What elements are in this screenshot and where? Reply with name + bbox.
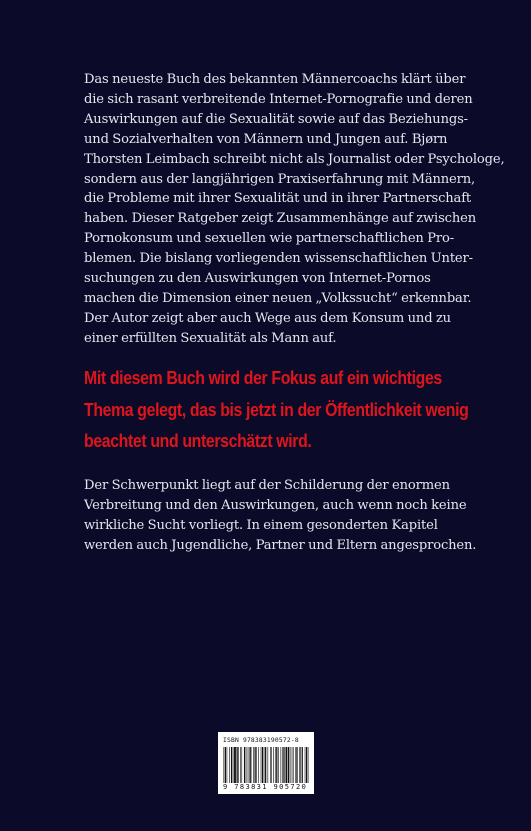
description-line: Thorsten Leimbach schreibt nicht als Journalist oder Psychologe, — [84, 151, 505, 167]
barcode-bar — [308, 747, 309, 783]
barcode-bar — [275, 747, 276, 783]
barcode-bar — [286, 747, 288, 783]
barcode-bar — [234, 747, 236, 783]
barcode-bar — [281, 747, 282, 783]
barcode-bar — [302, 747, 303, 783]
barcode-bar — [278, 747, 279, 783]
focus-line: Verbreitung und den Auswirkungen, auch wenn noch keine — [84, 497, 467, 513]
barcode-bar — [276, 747, 277, 783]
barcode-bar — [270, 747, 271, 783]
description-line: Das neueste Buch des bekannten Männercoachs klärt über — [84, 72, 466, 87]
highlight-line: Mit diesem Buch wird der Fokus auf ein wichtiges — [84, 367, 442, 388]
description-line: die Probleme mit ihrer Sexualität und in ihrer Partnerschaft — [84, 191, 471, 207]
isbn-barcode — [218, 732, 314, 794]
barcode-bar — [225, 747, 226, 783]
barcode-bar — [290, 747, 291, 783]
barcode-bar — [268, 747, 269, 783]
description-line: Auswirkungen auf die Sexualität sowie auf das Beziehungs- — [84, 111, 468, 127]
description-line: blemen. Die bislang vorliegenden wissenschaftlichen Unter- — [84, 251, 473, 267]
description-line: sondern aus der langjährigen Praxiserfahrung mit Männern, — [84, 171, 476, 187]
description-line: Pornokonsum und sexuellen wie partnerschaftlichen Pro- — [84, 231, 455, 247]
barcode-bar — [248, 747, 249, 783]
highlight-line: Thema gelegt, das bis jetzt in der Öffentlichkeit wenig — [84, 398, 469, 420]
barcode-bar — [240, 747, 241, 783]
barcode-bar — [271, 747, 272, 783]
focus-text — [84, 476, 477, 556]
highlight-line: beachtet und unterschätzt wird. — [84, 430, 312, 451]
description-line: Der Autor zeigt aber auch Wege aus dem Konsum und zu — [84, 310, 451, 326]
barcode-bar — [305, 747, 306, 783]
focus-line: wirkliche Sucht vorliegt. In einem gesonderten Kapitel — [84, 517, 438, 533]
barcode-bar — [229, 747, 230, 783]
barcode-bar — [241, 747, 242, 783]
barcode-bar — [233, 747, 234, 783]
barcode-bar — [253, 747, 254, 783]
barcode-bar — [255, 747, 256, 783]
description-line: haben. Dieser Ratgeber zeigt Zusammenhänge auf zwischen — [84, 211, 476, 227]
focus-line: Der Schwerpunkt liegt auf der Schilderung der enormen — [84, 478, 450, 493]
description-line: und Sozialverhalten von Männern und Jungen auf. Bjørn — [84, 131, 448, 147]
barcode-bar — [244, 747, 245, 783]
description-line: suchungen zu den Auswirkungen von Internet-Pornos — [84, 271, 431, 287]
barcode-bars — [223, 747, 309, 783]
barcode-bar — [262, 747, 263, 783]
barcode-bar — [300, 747, 301, 783]
highlight-quote — [84, 362, 469, 457]
barcode-bar — [288, 747, 289, 783]
barcode-bar — [264, 747, 265, 783]
barcode-bar — [297, 747, 298, 783]
description-line: einer erfüllten Sexualität als Mann auf. — [84, 330, 337, 346]
barcode-bar — [227, 747, 228, 783]
barcode-bar — [250, 747, 251, 783]
barcode-bar — [306, 747, 307, 783]
focus-line: werden auch Jugendliche, Partner und Eltern angesprochen. — [84, 537, 477, 553]
barcode-bar — [249, 747, 250, 783]
barcode-bar — [299, 747, 300, 783]
barcode-bar — [256, 747, 257, 783]
barcode-bar — [237, 747, 238, 783]
barcode-bar — [273, 747, 274, 783]
barcode-bar — [265, 747, 266, 783]
barcode-bar — [231, 747, 232, 783]
barcode-bar — [224, 747, 225, 783]
barcode-bar — [238, 747, 239, 783]
description-text — [84, 70, 505, 349]
ean-digits: 9 783831 905720 — [223, 783, 308, 791]
barcode-bar — [284, 747, 285, 783]
barcode-bar — [282, 747, 283, 783]
description-line: die sich rasant verbreitende Internet-Pornografie und deren — [84, 91, 473, 107]
barcode-bar — [258, 747, 259, 783]
barcode-bar — [246, 747, 247, 783]
barcode-bar — [293, 747, 294, 783]
description-line: machen die Dimension einer neuen „Volkssucht“ erkennbar. — [84, 290, 472, 306]
isbn-label: ISBN 978383190572-8 — [223, 737, 299, 744]
barcode-bar — [292, 747, 293, 783]
barcode-bar — [261, 747, 262, 783]
barcode-bar — [295, 747, 296, 783]
